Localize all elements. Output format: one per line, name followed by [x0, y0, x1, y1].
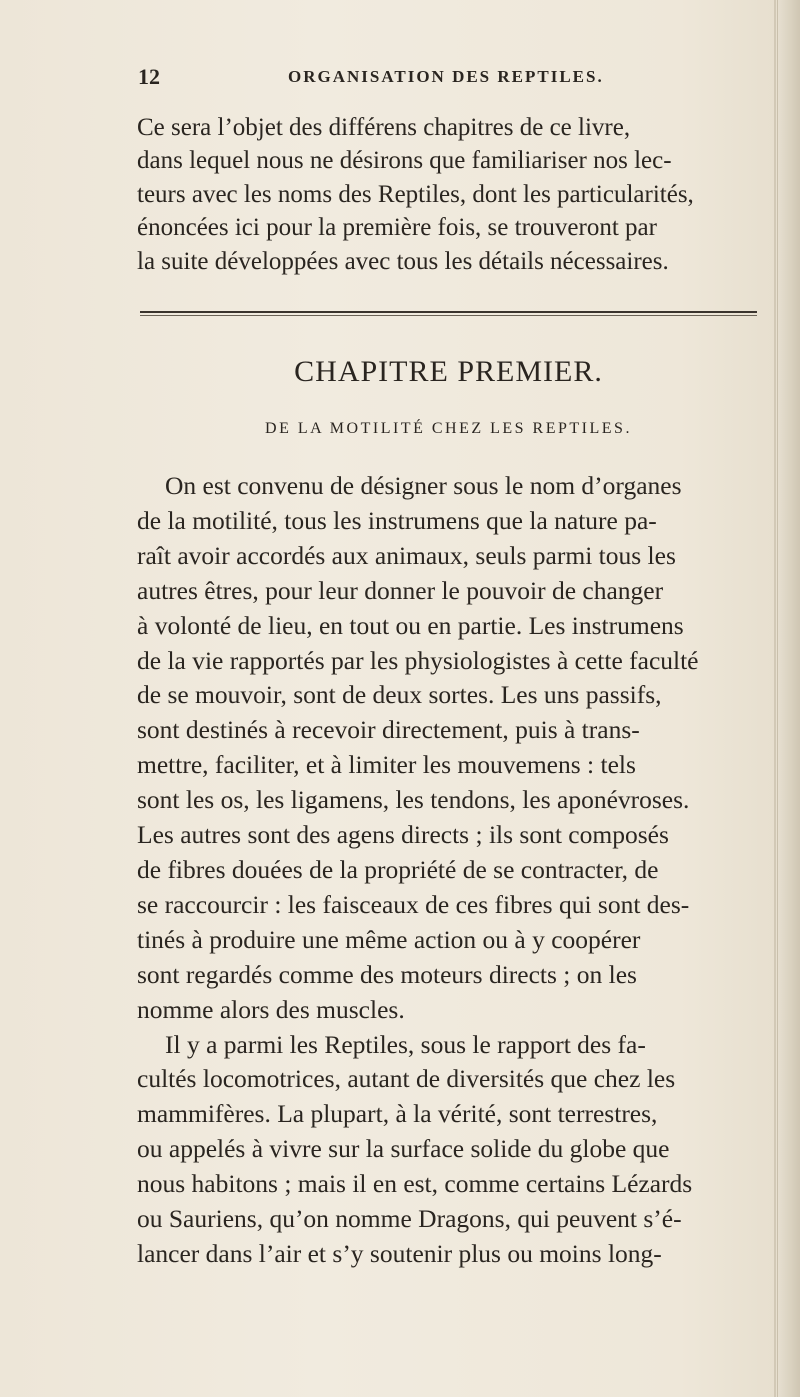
text-line: nous habitons ; mais il en est, comme certains Lézards: [137, 1169, 693, 1199]
text-line: ou Sauriens, qu’on nomme Dragons, qui peuvent s’é-: [137, 1204, 682, 1234]
section-divider: [140, 311, 757, 316]
text-line: raît avoir accordés aux animaux, seuls parmi tous les: [137, 540, 676, 570]
text-line: nomme alors des muscles.: [137, 994, 405, 1024]
text-line: ou appelés à vivre sur la surface solide du globe que: [137, 1134, 670, 1164]
text-line: énoncées ici pour la première fois, se trouveront par: [137, 214, 657, 242]
page-number: 12: [138, 64, 160, 89]
text-line: se raccourcir : les faisceaux de ces fibres qui sont des-: [137, 889, 690, 919]
text-line: sont les os, les ligamens, les tendons, les aponévroses.: [137, 785, 690, 815]
text-line: dans lequel nous ne désirons que familiariser nos lec-: [137, 147, 672, 175]
text-line: lancer dans l’air et s’y soutenir plus ou moins long-: [137, 1238, 662, 1268]
text-line: cultés locomotrices, autant de diversités que chez les: [137, 1064, 676, 1094]
text-line: de la motilité, tous les instrumens que la nature pa-: [137, 505, 657, 535]
chapter-body: [137, 469, 797, 1272]
text-line: mettre, faciliter, et à limiter les mouvemens : tels: [137, 750, 636, 780]
text-line: Il y a parmi les Reptiles, sous le rapport des fa-: [165, 1029, 646, 1059]
text-line: mammifères. La plupart, à la vérité, sont terrestres,: [137, 1099, 658, 1129]
text-line: la suite développées avec tous les détails nécessaires.: [137, 247, 669, 275]
text-line: sont destinés à recevoir directement, puis à trans-: [137, 715, 640, 745]
text-line: sont regardés comme des moteurs directs ; on les: [137, 959, 637, 989]
chapter-title: CHAPITRE PREMIER.: [294, 355, 603, 388]
intro-paragraph: [137, 111, 797, 278]
text-line: Ce sera l’objet des différens chapitres de ce livre,: [137, 114, 631, 141]
text-line: teurs avec les noms des Reptiles, dont les particularités,: [137, 180, 694, 208]
text-line: tinés à produire une même action ou à y coopérer: [137, 924, 641, 954]
page-header: [138, 64, 698, 94]
chapter-subtitle: DE LA MOTILITÉ CHEZ LES REPTILES.: [265, 420, 632, 437]
text-line: de la vie rapportés par les physiologistes à cette faculté: [137, 645, 699, 675]
text-line: de se mouvoir, sont de deux sortes. Les uns passifs,: [137, 680, 662, 710]
text-line: autres êtres, pour leur donner le pouvoir de changer: [137, 575, 664, 605]
text-line: On est convenu de désigner sous le nom d’organes: [165, 471, 682, 500]
text-line: à volonté de lieu, en tout ou en partie. Les instrumens: [137, 610, 684, 640]
text-line: de fibres douées de la propriété de se contracter, de: [137, 854, 659, 884]
text-line: Les autres sont des agens directs ; ils sont composés: [137, 820, 669, 850]
running-head: ORGANISATION DES REPTILES.: [288, 67, 604, 86]
